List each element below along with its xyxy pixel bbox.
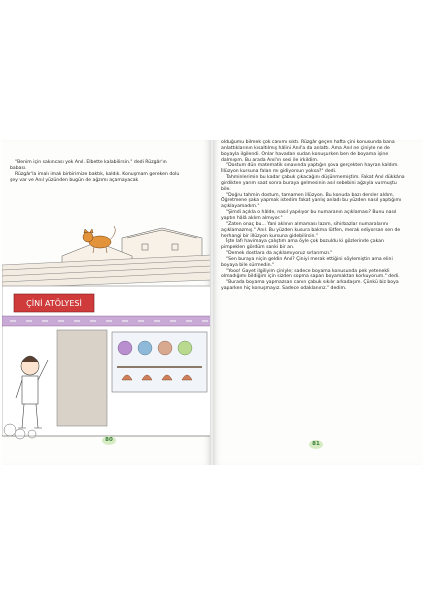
paragraph: "Zaten onaç bu... Yani aklının almaması lazım, sihirbazlar numaralarını açıklamazmış." Anıl. Bu yüzden kusura bakma lütfen, merak ediyorsan sen de herhangi bir illüzyon kursuna gidebilirsin.": [221, 221, 401, 239]
paragraph: olduğumu bilmek çok canımı sıktı. Rüzgâr geçen hafta çini konusunda bana anlattıklarının kısaltılmış hâlini Anıl'a da anlattı. Ama Anıl ne çiniyle ne de boyayla ilgilendi. Onlar havadan sudan konuşurken ben de boyama işine dalmışım. Bu arada Anıl'ın sesi ile irkildim.: [221, 140, 395, 163]
paragraph: "Benim için sakıncası yok Anıl. Elbette kalabilirsin." dedi Rüzgâr'ın babası.: [10, 160, 167, 171]
right-page: [213, 140, 422, 465]
right-page-text: [221, 140, 405, 292]
page-number: 81: [309, 440, 323, 449]
paragraph: "Sen buraya niçin geldin Anıl? Çiniyi merak ettiğini söylemiştin ama elini boyaya bile sürmedin.": [221, 256, 393, 268]
paragraph: "Dostum dün matematik sınavında yaptığın şova gerçekten hayran kaldım. İllüzyon kursuna falan mı gidiyorsun yoksa?" dedi.: [221, 163, 399, 175]
paragraph: "Yooo! Gayet ilgiliyim çiniyle; sadece boyama konusunda pek yetenekli olmadığımı bildiğim için sizden sopma sapan boyamaktan korkuyorum." dedi.: [221, 268, 400, 280]
shop-door: [57, 330, 107, 426]
paragraph: İşte lafı havimaya çalıştım ama öyle çok bozuldu ki gözlerinde çakan pimpeklerı gördüm sanki bir an.: [221, 239, 384, 251]
roof-tiles: [2, 255, 211, 288]
street-illustration: [2, 220, 211, 442]
paragraph: "Doğru tahmin dostum, tamamen illüzyon. Bu konuda bazı dersler aldım. Öğretmene şaka yapmak istedim fakat yanlış anladı bu yüzden nasıl yaptığımı açıklayamadım.": [221, 192, 402, 210]
tile-band: [2, 316, 211, 326]
paragraph: "Demek dostlara da açıklamıyoruz sırlarımızı.": [226, 251, 333, 257]
page-number: 80: [102, 436, 116, 445]
display-window: [112, 332, 207, 392]
book-spread: [0, 140, 424, 465]
shop-sign: [14, 294, 94, 312]
sign-text: ÇİNİ ATÖLYESİ: [26, 299, 82, 308]
paragraph: Rüzgâr'la imalı imalı birbirimize baktık, kaldık. Konuşmam gereken dolu şey var ve Anıl yüzünden bugün de ağzımı açamayacak: [10, 171, 180, 183]
paragraph: Tahminlerimin bu kadar çabuk çıkacağını düşünmemiştim. Fakat Anıl dükkâna girdikten yarım saat sonra buraya gelmesinin asıl sebebini ağzıyla vurmuştu bile.: [221, 175, 405, 192]
left-page: [2, 140, 211, 465]
paragraph: "Burada boyama yapmazsan canın çabuk sıkılır arkadaşım. Çünkü biz boya yaparken hiç konuşmayız. Sadece odaklanırız." dedim.: [221, 280, 399, 292]
paragraph: "Şimdi açıkla o hâlde, nasıl yapılıyor bu numaranın açıklaması? Bunu nasıl yaptın hâlâ aklım almıyor.": [221, 210, 397, 221]
left-page-text: [10, 160, 184, 183]
